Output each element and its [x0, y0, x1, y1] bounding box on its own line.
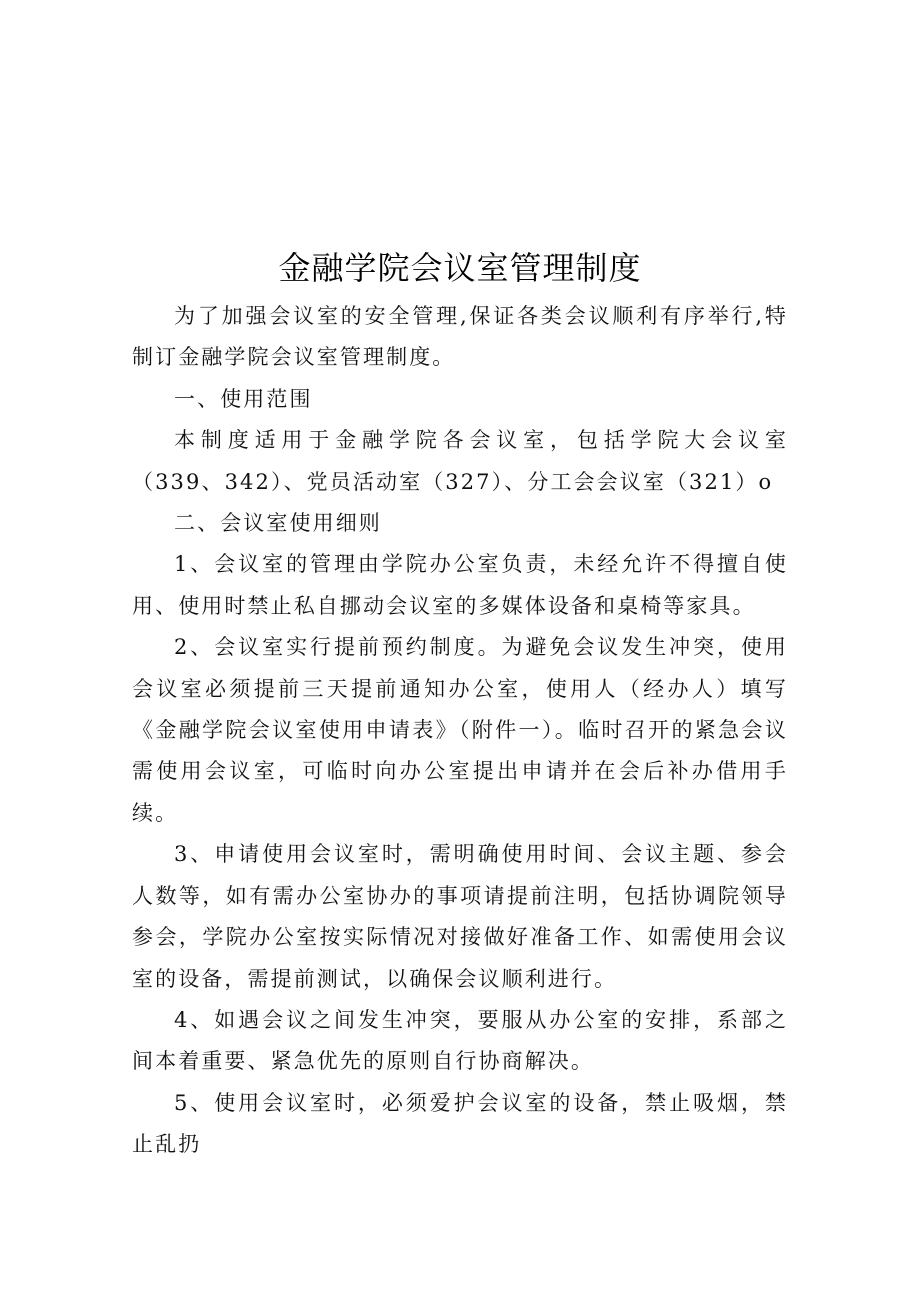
- scope-paragraph: 本制度适用于金融学院各会议室，包括学院大会议室（339、342）、党员活动室（327）、分工会会议室（321）o: [132, 428, 788, 494]
- rule-paragraph-1: 1、会议室的管理由学院办公室负责，未经允许不得擅自使用、使用时禁止私自挪动会议室的多媒体设备和桌椅等家具。: [132, 552, 788, 618]
- document-title: 金融学院会议室管理制度: [278, 249, 642, 287]
- document-body: [132, 296, 788, 1166]
- rule-paragraph-5: 5、使用会议室时，必须爱护会议室的设备，禁止吸烟，禁止乱扔: [132, 1090, 788, 1157]
- rule-paragraph-4: 4、如遇会议之间发生冲突，要服从办公室的安排，系部之间本着重要、紧急优先的原则自行协商解决。: [132, 1007, 788, 1074]
- rule-paragraph-3: 3、申请使用会议室时，需明确使用时间、会议主题、参会人数等，如有需办公室协办的事项请提前注明，包括协调院领导参会，学院办公室按实际情况对接做好准备工作、如需使用会议室的设备，需提前测试，以确保会议顺利进行。: [132, 842, 788, 991]
- section-heading-scope: 一、使用范围: [174, 386, 313, 411]
- section-heading-rules: 二、会议室使用细则: [174, 511, 382, 536]
- intro-paragraph: 为了加强会议室的安全管理,保证各类会议顺利有序举行,特制订金融学院会议室管理制度。: [132, 304, 788, 370]
- rule-paragraph-2: 2、会议室实行提前预约制度。为避免会议发生冲突，使用会议室必须提前三天提前通知办公室，使用人（经办人）填写《金融学院会议室使用申请表》（附件一）。临时召开的紧急会议需使用会议室，可临时向办公室提出申请并在会后补办借用手续。: [132, 635, 788, 825]
